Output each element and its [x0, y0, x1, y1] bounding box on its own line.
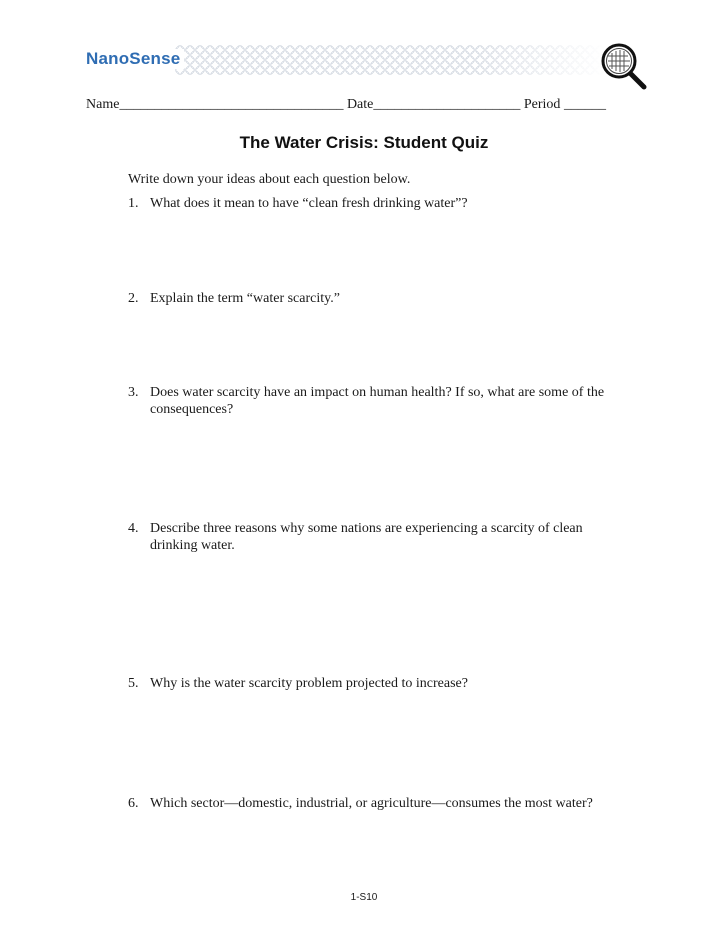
period-label: Period [523, 97, 561, 112]
question-1 [128, 195, 648, 212]
question-text: Does water scarcity have an impact on human health? If so, what are some of the consequences? [150, 385, 605, 417]
question-number: 1. [128, 196, 139, 211]
instructions-text: Write down your ideas about each question below. [128, 172, 411, 187]
question-text: Explain the term “water scarcity.” [150, 291, 340, 306]
brand-logo-text: NanoSense [86, 49, 184, 69]
name-label: Name [86, 97, 120, 112]
question-text: Describe three reasons why some nations are experiencing a scarcity of clean drinking water. [150, 521, 583, 553]
question-text: Why is the water scarcity problem projected to increase? [150, 676, 468, 691]
hexagon-pattern [175, 45, 607, 75]
question-3 [128, 384, 628, 418]
question-text: What does it mean to have “clean fresh drinking water”? [150, 196, 468, 211]
date-label: Date [346, 97, 374, 112]
question-number: 4. [128, 521, 139, 536]
question-number: 3. [128, 385, 139, 400]
page-title: The Water Crisis: Student Quiz [239, 133, 489, 152]
question-number: 6. [128, 796, 139, 811]
period-field[interactable]: ______ [563, 97, 606, 112]
question-5 [128, 675, 648, 692]
page-number: 1-S10 [350, 892, 378, 903]
question-6 [128, 795, 648, 812]
question-4 [128, 520, 608, 554]
magnifier-icon [597, 40, 649, 92]
student-info-line [86, 97, 646, 113]
question-number: 5. [128, 676, 139, 691]
name-field[interactable]: ________________________________ [119, 97, 344, 112]
date-field[interactable]: _____________________ [373, 97, 521, 112]
question-2 [128, 290, 648, 307]
question-number: 2. [128, 291, 139, 306]
logo-banner [80, 43, 610, 77]
question-text: Which sector—domestic, industrial, or agriculture—consumes the most water? [150, 796, 593, 811]
